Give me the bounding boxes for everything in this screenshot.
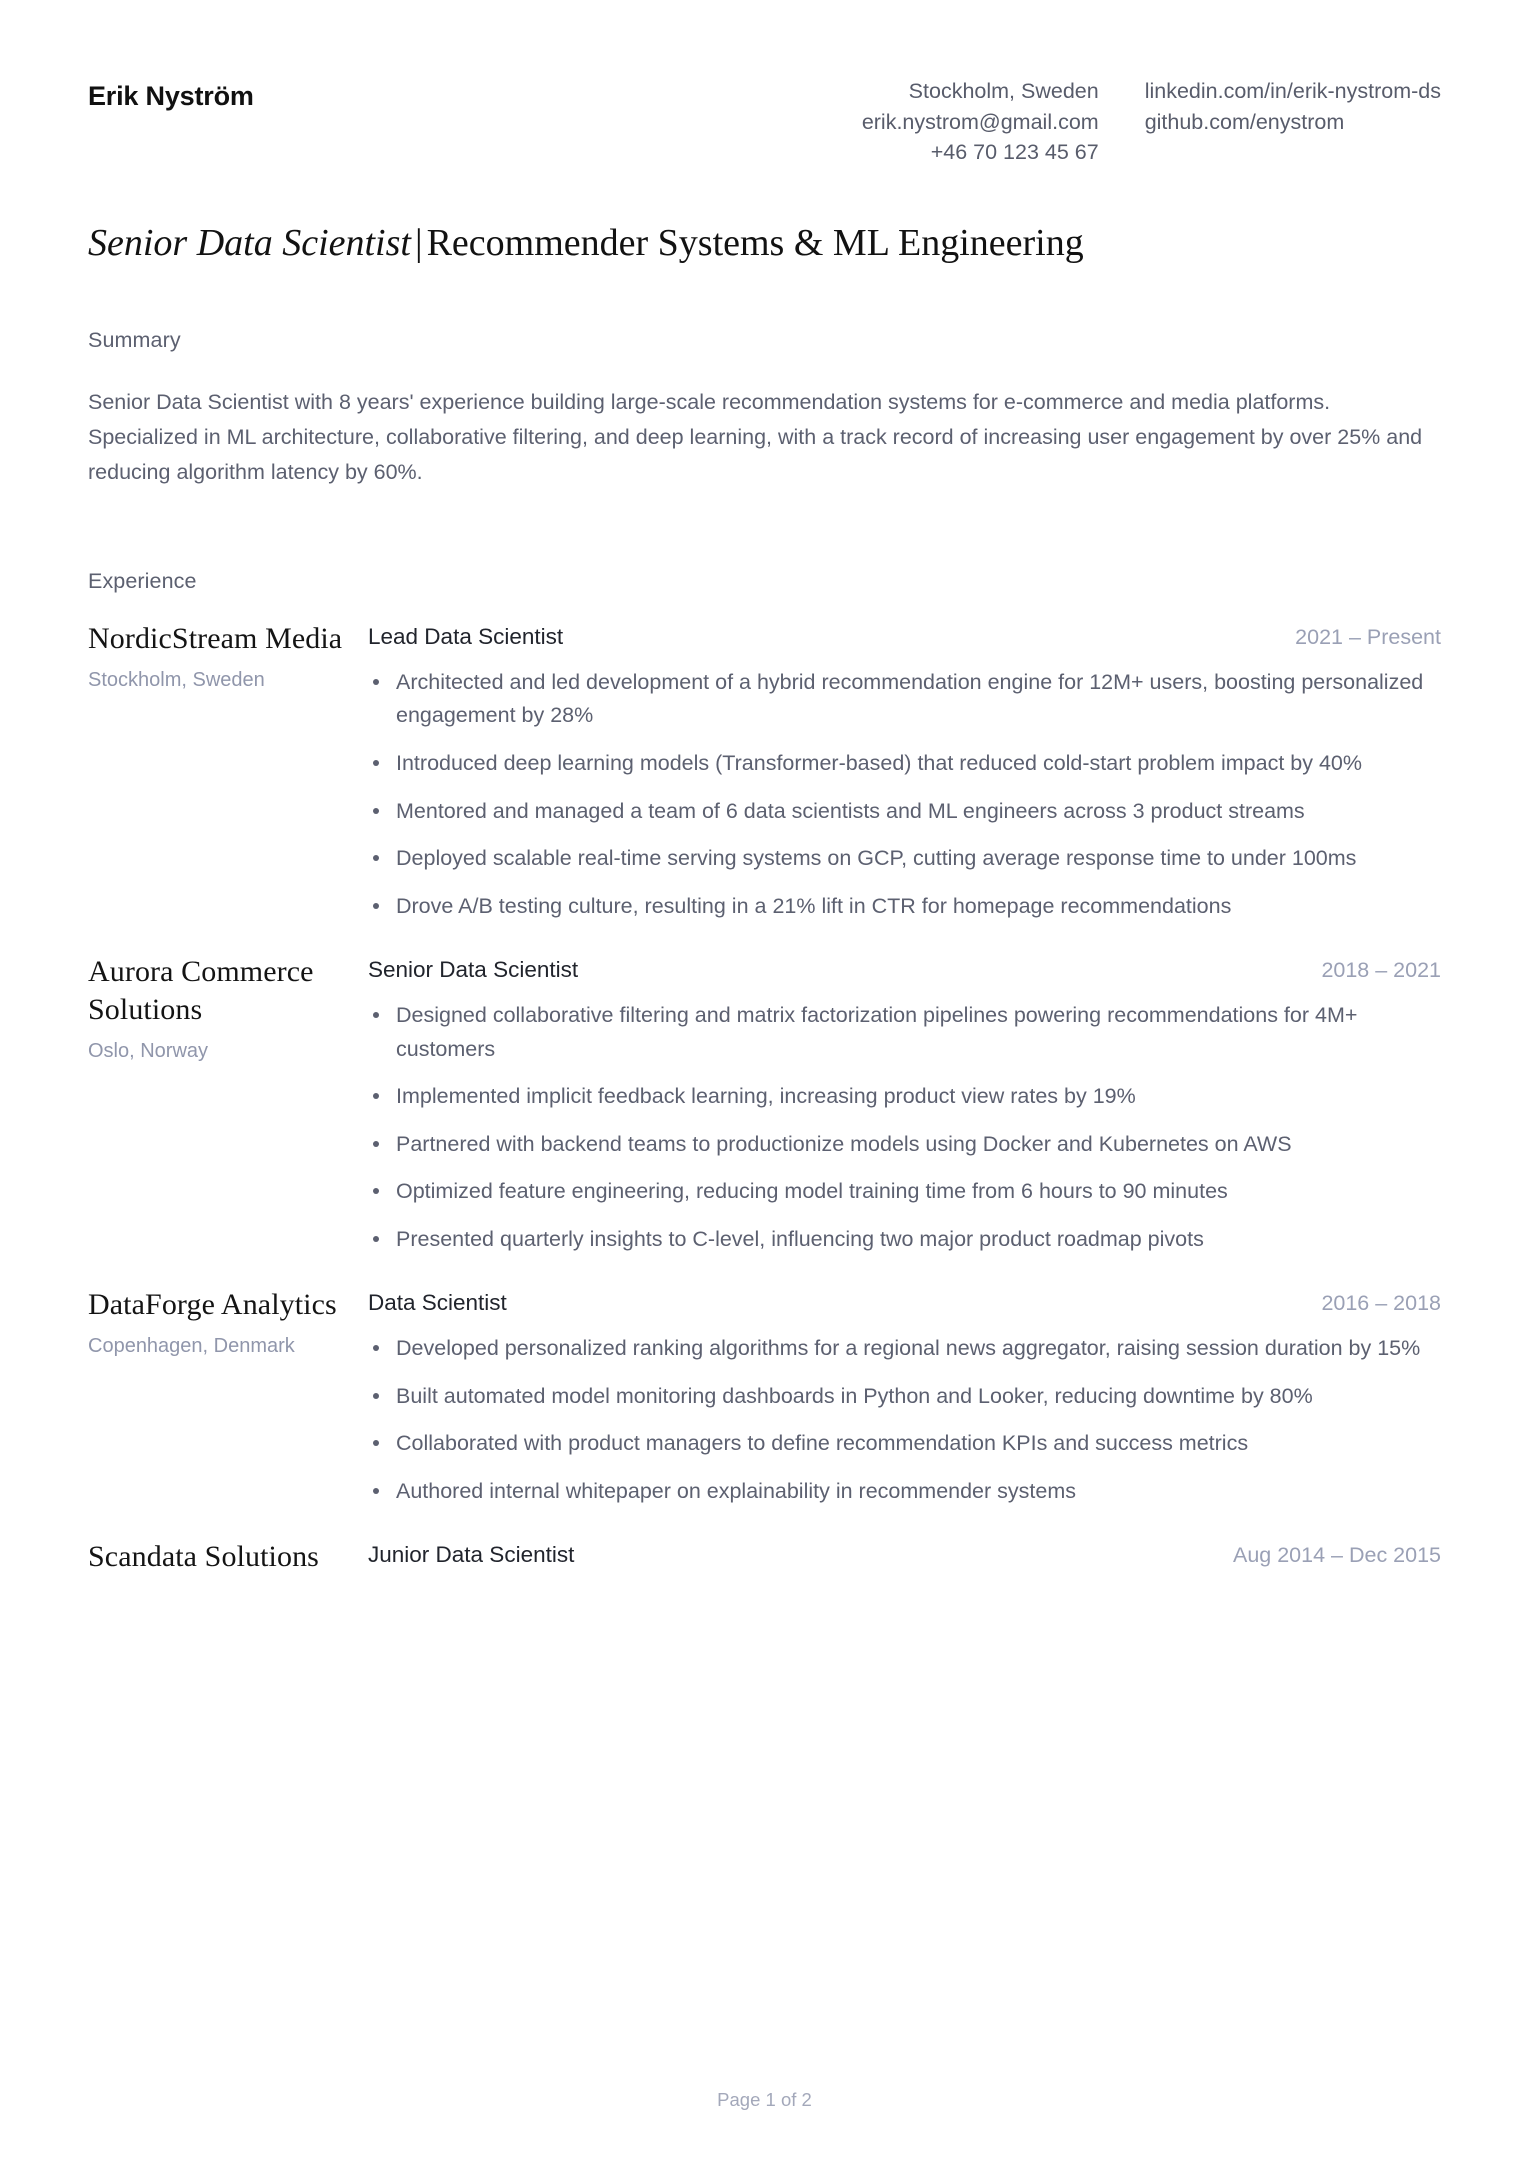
headline-italic-part: Senior Data Scientist	[88, 221, 411, 264]
experience-job-title: Lead Data Scientist	[368, 624, 564, 650]
headline-separator: |	[414, 221, 423, 264]
contact-github-link[interactable]: github.com/enystrom	[1144, 109, 1345, 134]
experience-company-location: Copenhagen, Denmark	[88, 1335, 295, 1358]
summary-section-title: Summary	[88, 328, 181, 353]
experience-bullet: Optimized feature engineering, reducing model training time from 6 hours to 90 minutes	[368, 1175, 1441, 1209]
experience-entry-header	[368, 1540, 1441, 1570]
contact-linkedin-link[interactable]: linkedin.com/in/erik-nystrom-ds	[1144, 79, 1441, 103]
experience-bullet: Mentored and managed a team of 6 data scientists and ML engineers across 3 product streams	[368, 795, 1441, 829]
experience-bullet-list	[368, 1332, 1441, 1508]
experience-date-range: 2021 – Present	[1295, 625, 1441, 650]
experience-bullet: Developed personalized ranking algorithms for a regional news aggregator, raising session duration by 15%	[368, 1332, 1441, 1366]
experience-bullet: Presented quarterly insights to C-level, influencing two major product roadmap pivots	[368, 1223, 1441, 1257]
experience-entry-header	[368, 622, 1441, 652]
experience-entry	[88, 1286, 1441, 1508]
contact-location: Stockholm, Sweden	[908, 79, 1099, 103]
resume-header	[88, 0, 1441, 168]
page-footer: Page 1 of 2	[717, 2089, 812, 2110]
experience-entry-company-block	[88, 620, 368, 694]
experience-company-name: Aurora Commerce Solutions	[88, 955, 314, 1027]
experience-bullet: Built automated model monitoring dashboards in Python and Looker, reducing downtime by 80%	[368, 1380, 1441, 1414]
experience-bullet-list	[368, 999, 1441, 1256]
experience-entry-company-block	[88, 1286, 368, 1360]
experience-job-title: Senior Data Scientist	[368, 957, 579, 983]
resume-headline	[88, 220, 1441, 268]
experience-section	[88, 568, 1441, 1576]
contact-block	[862, 76, 1441, 168]
experience-entry	[88, 620, 1441, 923]
contact-column-links	[1145, 76, 1441, 137]
experience-bullet: Architected and led development of a hybrid recommendation engine for 12M+ users, boosting personalized engagement by 28%	[368, 666, 1441, 733]
headline-roman-part: Recommender Systems & ML Engineering	[426, 221, 1084, 264]
experience-company-location: Oslo, Norway	[88, 1040, 209, 1063]
summary-section	[88, 327, 1441, 490]
summary-text: Senior Data Scientist with 8 years' experience building large-scale recommendation systems for e-commerce and media platforms. Specialized in ML architecture, collaborative filtering, and deep learning, with a track record of increasing user engagement by over 25% and reducing algorithm latency by 60%.	[88, 389, 1423, 485]
experience-section-title: Experience	[88, 569, 197, 594]
experience-bullet: Collaborated with product managers to define recommendation KPIs and success metrics	[368, 1427, 1441, 1461]
experience-company-name: NordicStream Media	[88, 622, 343, 656]
contact-phone[interactable]: +46 70 123 45 67	[930, 140, 1099, 165]
candidate-name: Erik Nyström	[88, 81, 254, 111]
experience-entry-detail-block	[368, 1286, 1441, 1508]
experience-company-name: Scandata Solutions	[88, 1540, 319, 1574]
experience-company-name: DataForge Analytics	[88, 1288, 337, 1322]
experience-bullet: Deployed scalable real-time serving systems on GCP, cutting average response time to under 100ms	[368, 842, 1441, 876]
experience-company-location: Stockholm, Sweden	[88, 669, 265, 692]
experience-date-range: Aug 2014 – Dec 2015	[1233, 1543, 1441, 1568]
experience-bullet: Drove A/B testing culture, resulting in a 21% lift in CTR for homepage recommendations	[368, 890, 1441, 924]
experience-entry	[88, 953, 1441, 1256]
experience-entry	[88, 1538, 1441, 1576]
experience-job-title: Junior Data Scientist	[368, 1542, 575, 1568]
contact-email[interactable]: erik.nystrom@gmail.com	[861, 109, 1099, 134]
experience-date-range: 2018 – 2021	[1321, 958, 1441, 983]
experience-bullet: Implemented implicit feedback learning, increasing product view rates by 19%	[368, 1080, 1441, 1114]
experience-bullet: Partnered with backend teams to productionize models using Docker and Kubernetes on AWS	[368, 1128, 1441, 1162]
experience-entry-detail-block	[368, 620, 1441, 923]
experience-entry-detail-block	[368, 953, 1441, 1256]
experience-entry-header	[368, 955, 1441, 985]
experience-entry-company-block	[88, 1538, 368, 1576]
experience-entry-header	[368, 1288, 1441, 1318]
experience-date-range: 2016 – 2018	[1321, 1291, 1441, 1316]
experience-bullet: Introduced deep learning models (Transformer-based) that reduced cold-start problem impact by 40%	[368, 747, 1441, 781]
experience-job-title: Data Scientist	[368, 1290, 507, 1316]
experience-entry-detail-block	[368, 1538, 1441, 1570]
experience-entry-company-block	[88, 953, 368, 1065]
experience-bullet: Authored internal whitepaper on explainability in recommender systems	[368, 1475, 1441, 1509]
experience-bullet-list	[368, 666, 1441, 923]
contact-column-primary	[862, 76, 1099, 168]
experience-bullet: Designed collaborative filtering and matrix factorization pipelines powering recommendations for 4M+ customers	[368, 999, 1441, 1066]
experience-list	[88, 620, 1441, 1576]
